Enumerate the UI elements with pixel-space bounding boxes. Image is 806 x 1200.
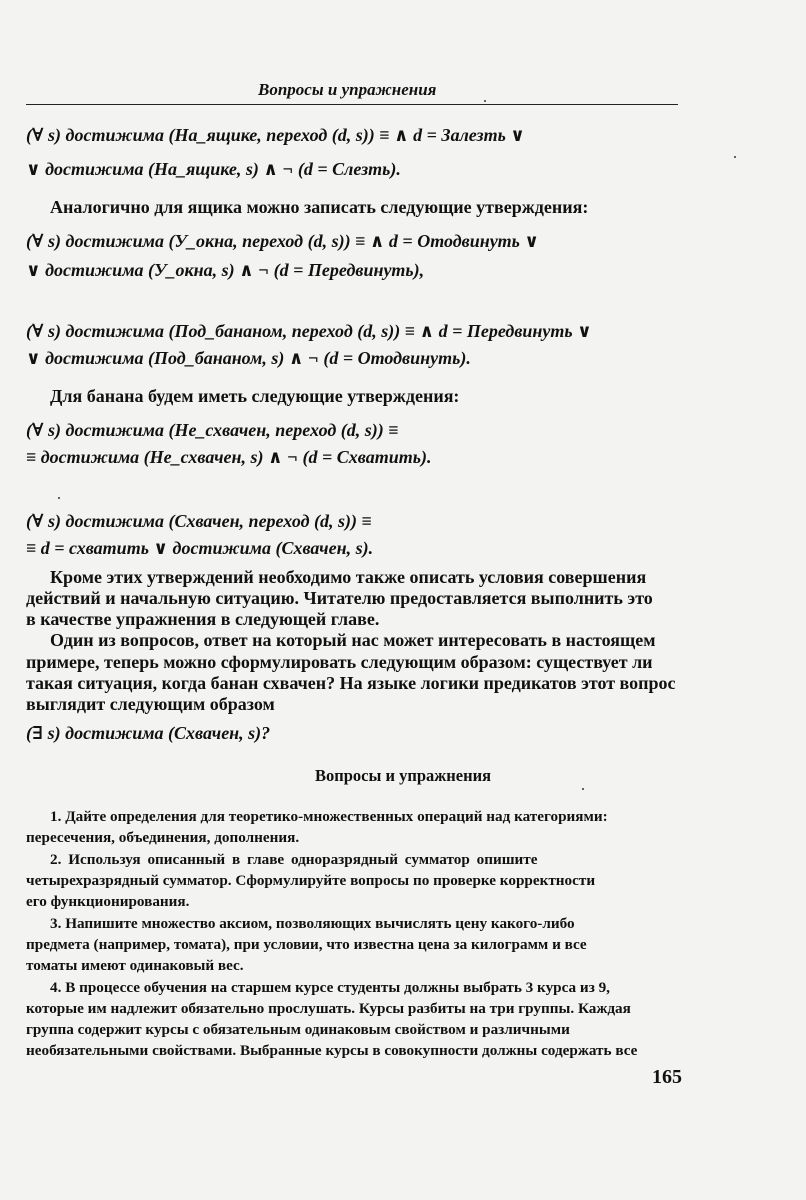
header-rule: [26, 104, 678, 105]
formula-line: ≡ достижима (Не_схвачен, s) ∧ ¬ (d = Схватить).: [26, 447, 432, 467]
scan-speck: [582, 788, 584, 790]
formula-line: (∀ s) достижима (У_окна, переход (d, s)) ≡ ∧ d = Отодвинуть ∨: [26, 231, 540, 251]
scan-speck: [58, 497, 60, 499]
paragraph-line: примере, теперь можно сформулировать следующим образом: существует ли: [26, 652, 653, 672]
formula-line: (∀ s) достижима (Под_бананом, переход (d, s)) ≡ ∧ d = Передвинуть ∨: [26, 321, 592, 341]
formula-line: (∃ s) достижима (Схвачен, s)?: [26, 723, 271, 743]
formula-line: ≡ d = схватить ∨ достижима (Схвачен, s).: [26, 538, 374, 558]
paragraph-line: выглядит следующим образом: [26, 694, 275, 714]
paragraph-line: Аналогично для ящика можно записать следующие утверждения:: [50, 197, 589, 217]
exercise-line: 3. Напишите множество аксиом, позволяющих вычислять цену какого-либо: [50, 915, 575, 932]
section-title: Вопросы и упражнения: [314, 766, 492, 785]
paragraph-line: Для банана будем иметь следующие утверждения:: [50, 386, 460, 406]
exercise-line: пересечения, объединения, дополнения.: [26, 829, 300, 846]
exercise-line: необязательными свойствами. Выбранные курсы в совокупности должны содержать все: [26, 1042, 638, 1059]
exercise-line: 4. В процессе обучения на старшем курсе студенты должны выбрать 3 курса из 9,: [50, 979, 610, 996]
scan-speck: [484, 100, 486, 102]
formula-line: ∨ достижима (На_ящике, s) ∧ ¬ (d = Слезть).: [26, 159, 401, 179]
exercise-line: его функционирования.: [26, 893, 190, 910]
exercise-line: которые им надлежит обязательно прослушать. Курсы разбиты на три группы. Каждая: [26, 1000, 631, 1017]
formula-line: (∀ s) достижима (Не_схвачен, переход (d, s)) ≡: [26, 420, 399, 440]
exercise-line: группа содержит курсы с обязательным одинаковым свойством и различными: [26, 1021, 570, 1038]
paragraph-line: такая ситуация, когда банан схвачен? На языке логики предикатов этот вопрос: [26, 673, 676, 693]
paragraph-line: в качестве упражнения в следующей главе.: [26, 609, 380, 629]
exercise-line: 1. Дайте определения для теоретико-множественных операций над категориями:: [50, 808, 608, 825]
paragraph-line: Один из вопросов, ответ на который нас может интересовать в настоящем: [50, 630, 656, 650]
exercise-line: 2. Используя описанный в главе одноразрядный сумматор опишите: [50, 851, 538, 868]
formula-line: (∀ s) достижима (На_ящике, переход (d, s)) ≡ ∧ d = Залезть ∨: [26, 125, 525, 145]
formula-line: (∀ s) достижима (Схвачен, переход (d, s)) ≡: [26, 511, 372, 531]
paragraph-line: Кроме этих утверждений необходимо также описать условия совершения: [50, 567, 647, 587]
exercise-line: предмета (например, томата), при условии, что известна цена за килограмм и все: [26, 936, 587, 953]
formula-line: ∨ достижима (У_окна, s) ∧ ¬ (d = Передвинуть),: [26, 260, 425, 280]
page-number: 165: [652, 1066, 682, 1088]
running-header: Вопросы и упражнения: [258, 80, 437, 99]
exercise-line: четырехразрядный сумматор. Сформулируйте вопросы по проверке корректности: [26, 872, 596, 889]
scan-speck: [734, 156, 736, 158]
formula-line: ∨ достижима (Под_бананом, s) ∧ ¬ (d = Отодвинуть).: [26, 348, 471, 368]
exercise-line: томаты имеют одинаковый вес.: [26, 957, 244, 974]
paragraph-line: действий и начальную ситуацию. Читателю предоставляется выполнить это: [26, 588, 653, 608]
